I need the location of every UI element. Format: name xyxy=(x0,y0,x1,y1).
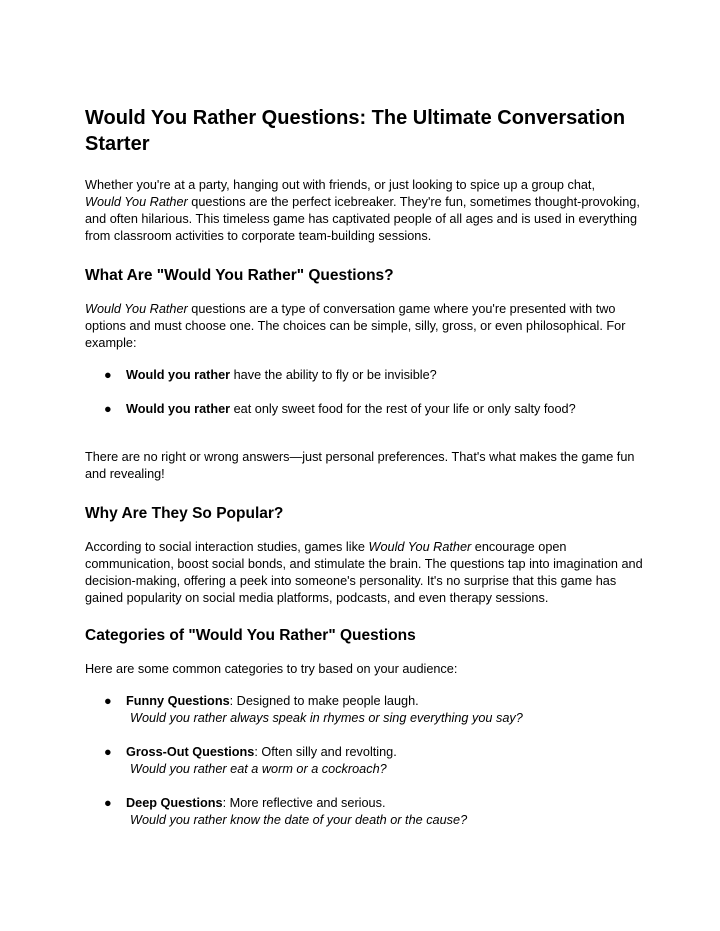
category-name: Deep Questions xyxy=(126,796,223,810)
category-example: Would you rather know the date of your death or the cause? xyxy=(130,813,468,827)
section3-intro: Here are some common categories to try based on your audience: xyxy=(85,662,458,676)
section-heading-categories: Categories of "Would You Rather" Questions xyxy=(85,627,416,644)
category-name: Gross-Out Questions xyxy=(126,745,255,759)
list-item-bold: Would you rather xyxy=(126,368,231,382)
bullet-icon: ● xyxy=(104,368,112,382)
category-name: Funny Questions xyxy=(126,694,230,708)
bullet-icon: ● xyxy=(104,402,112,416)
list-item xyxy=(85,401,645,418)
page-title: Would You Rather Questions: The Ultimate Conversation Starter xyxy=(85,107,626,155)
list-item xyxy=(85,367,645,384)
section1-emphasis: Would You Rather xyxy=(85,302,188,316)
category-example: Would you rather eat a worm or a cockroach? xyxy=(130,762,387,776)
section2-text-1: According to social interaction studies, games like xyxy=(85,540,369,554)
section2-paragraph xyxy=(85,539,645,607)
list-item xyxy=(85,795,645,829)
section-heading-what-are: What Are "Would You Rather" Questions? xyxy=(85,267,394,284)
bullet-icon: ● xyxy=(104,694,112,708)
list-item-text: have the ability to fly or be invisible? xyxy=(230,368,437,382)
category-description: : Often silly and revolting. xyxy=(254,745,397,759)
list-item xyxy=(85,744,645,778)
section-heading-popular: Why Are They So Popular? xyxy=(85,505,284,522)
list-item-bold: Would you rather xyxy=(126,402,231,416)
section2-emphasis: Would You Rather xyxy=(368,540,472,554)
section2-text-2: encourage open communication, boost social bonds, and stimulate the brain. The questions tap into imagination and decision-making, offering a peek into someone's personality. It's no surprise that this game has gained popularity on social media platforms, podcasts, and even therapy sessions. xyxy=(85,540,643,605)
list-item-text: eat only sweet food for the rest of your life or only salty food? xyxy=(230,402,576,416)
bullet-icon: ● xyxy=(104,796,112,810)
intro-paragraph xyxy=(85,177,645,245)
intro-emphasis: Would You Rather xyxy=(85,195,188,209)
category-description: : Designed to make people laugh. xyxy=(229,694,419,708)
document-body xyxy=(85,105,645,829)
category-example: Would you rather always speak in rhymes or sing everything you say? xyxy=(130,711,523,725)
section1-text: questions are a type of conversation game where you're presented with two options and must choose one. The choices can be simple, silly, gross, or even philosophical. For example: xyxy=(85,302,626,350)
list-item xyxy=(85,693,645,727)
section1-after-paragraph: There are no right or wrong answers—just personal preferences. That's what makes the game fun and revealing! xyxy=(85,450,635,481)
bullet-icon: ● xyxy=(104,745,112,759)
intro-text-2: questions are the perfect icebreaker. They're fun, sometimes thought-provoking, and often hilarious. This timeless game has captivated people of all ages and is used in everything from classroom activities to corporate team-building sessions. xyxy=(85,195,640,243)
section1-paragraph xyxy=(85,301,645,352)
category-description: : More reflective and serious. xyxy=(222,796,386,810)
intro-text-1: Whether you're at a party, hanging out with friends, or just looking to spice up a group chat, xyxy=(85,178,595,192)
